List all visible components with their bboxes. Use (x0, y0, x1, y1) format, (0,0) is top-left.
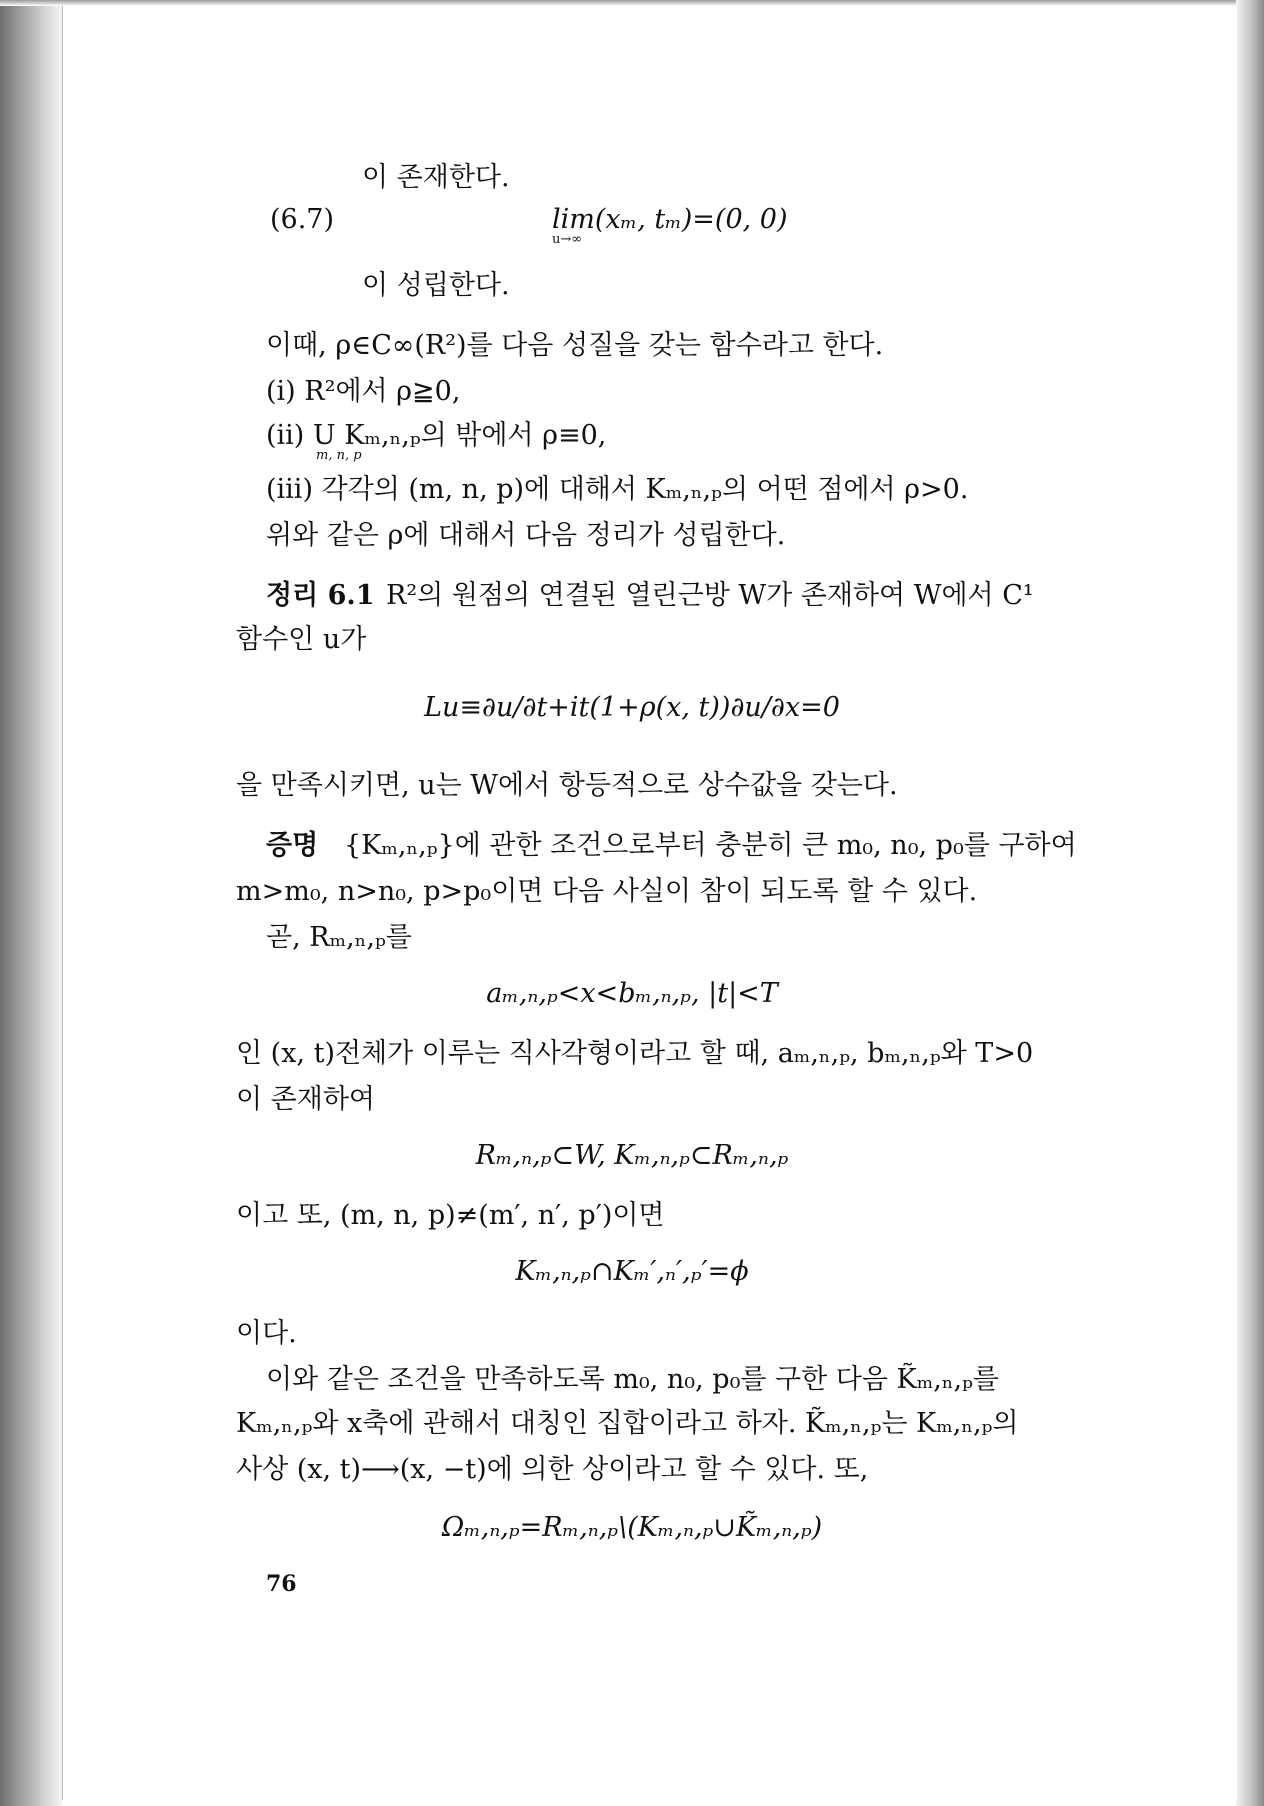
text-line: (iii) 각각의 (m, n, p)에 대해서 Kₘ,ₙ,ₚ의 어떤 점에서 ρ>0. (266, 474, 969, 505)
proof-label: 증명 (266, 830, 319, 861)
theorem-text: 함수인 u가 (236, 624, 367, 655)
text-line: (ii) U Kₘ,ₙ,ₚ의 밖에서 ρ≡0, (266, 420, 607, 451)
text-line: 이때, ρ∈C∞(R²)를 다음 성질을 갖는 함수라고 한다. (266, 330, 884, 361)
theorem-label: 정리 6.1 (266, 580, 375, 611)
text-line: 사상 (x, t)⟶(x, −t)에 의한 상이라고 할 수 있다. 또, (236, 1454, 869, 1485)
equation-label: (6.7) (270, 204, 335, 235)
equation-omega: Ωₘ,ₙ,ₚ=Rₘ,ₙ,ₚ\(Kₘ,ₙ,ₚ∪K̃ₘ,ₙ,ₚ) (441, 1512, 823, 1543)
text-line: 위와 같은 ρ에 대해서 다음 정리가 성립한다. (266, 520, 786, 551)
text-line: 을 만족시키면, u는 W에서 항등적으로 상수값을 갖는다. (236, 770, 898, 801)
equation-intersection: Kₘ,ₙ,ₚ∩Kₘ′,ₙ′,ₚ′=ϕ (515, 1256, 749, 1287)
equation-L: Lu≡∂u/∂t+it(1+ρ(x, t))∂u/∂x=0 (424, 692, 840, 723)
theorem-text: R²의 원점의 연결된 열린근방 W가 존재하여 W에서 C¹ (386, 580, 1034, 611)
equation-limit: lim(xₘ, tₘ)=(0, 0) (552, 204, 788, 235)
equation-rectangle: aₘ,ₙ,ₚ<x<bₘ,ₙ,ₚ, |t|<T (486, 978, 778, 1009)
text-line: 인 (x, t)전체가 이루는 직사각형이라고 할 때, aₘ,ₙ,ₚ, bₘ,ₙ,ₚ와 T>0 (236, 1038, 1034, 1069)
text-line: (i) R²에서 ρ≧0, (266, 376, 461, 407)
text-line: 이 존재하여 (236, 1084, 375, 1115)
page-number: 76 (266, 1571, 297, 1597)
text-line: 이고 또, (m, n, p)≠(m′, n′, p′)이면 (236, 1200, 665, 1231)
proof-text: 곧, Rₘ,ₙ,ₚ를 (266, 922, 412, 953)
text-line: 이 성립한다. (362, 270, 510, 301)
text-line: 이 존재한다. (362, 162, 510, 193)
text-line: 이와 같은 조건을 만족하도록 m₀, n₀, p₀를 구한 다음 K̃ₘ,ₙ,ₚ를 (266, 1364, 1000, 1395)
text-line: Kₘ,ₙ,ₚ와 x축에 관해서 대칭인 집합이라고 하자. K̃ₘ,ₙ,ₚ는 Kₘ,ₙ,ₚ의 (236, 1408, 1019, 1439)
equation-subset: Rₘ,ₙ,ₚ⊂W, Kₘ,ₙ,ₚ⊂Rₘ,ₙ,ₚ (475, 1140, 789, 1171)
text-line: 이다. (236, 1318, 297, 1349)
proof-text: m>m₀, n>n₀, p>p₀이면 다음 사실이 참이 되도록 할 수 있다. (236, 876, 978, 907)
union-subscript: m, n, p (316, 448, 362, 463)
limit-subscript: u→∞ (552, 232, 583, 247)
proof-text: {Kₘ,ₙ,ₚ}에 관한 조건으로부터 충분히 큰 m₀, n₀, p₀를 구하여 (344, 830, 1077, 861)
